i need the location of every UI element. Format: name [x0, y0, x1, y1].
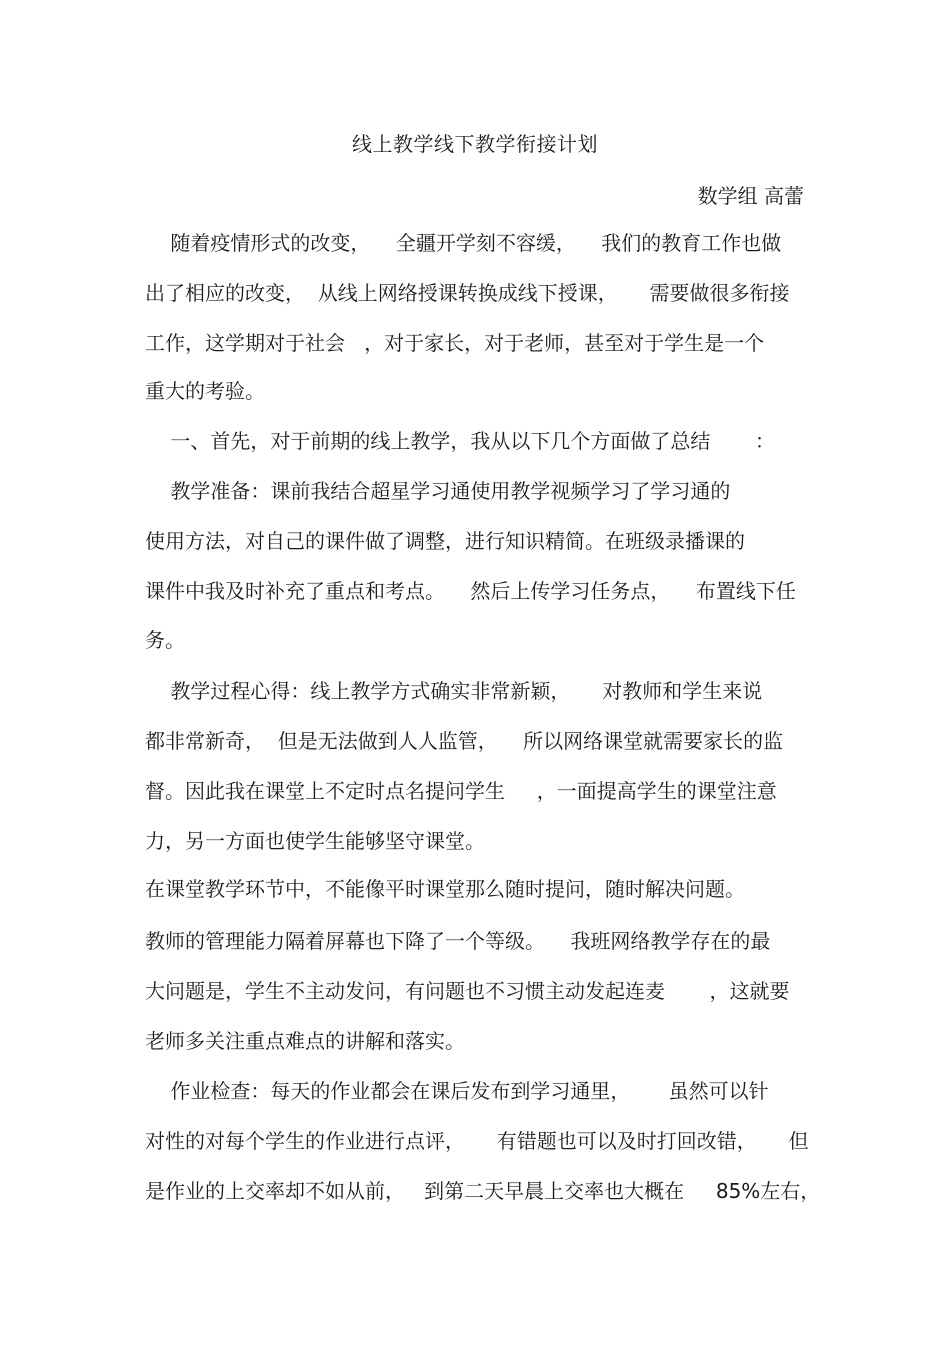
paragraph-line: 作业检查：每天的作业都会在课后发布到学习通里， 虽然可以针	[145, 1079, 769, 1103]
paragraph-line: 使用方法，对自己的课件做了调整，进行知识精简。在班级录播课的	[145, 529, 745, 553]
paragraph-line: 大问题是，学生不主动发问，有问题也不习惯主动发起连麦 ，这就要	[145, 979, 790, 1003]
paragraph-line: 教学准备：课前我结合超星学习通使用教学视频学习了学习通的	[145, 479, 731, 503]
paragraph-line: 出了相应的改变， 从线上网络授课转换成线下授课， 需要做很多衔接	[145, 281, 790, 305]
paragraph-line: 督。因此我在课堂上不定时点名提问学生 ，一面提高学生的课堂注意	[145, 779, 777, 803]
paragraph-line: 课件中我及时补充了重点和考点。 然后上传学习任务点， 布置线下任	[145, 579, 796, 603]
paragraph-line: 力，另一方面也使学生能够坚守课堂。	[145, 829, 485, 853]
paragraph-line: 在课堂教学环节中，不能像平时课堂那么随时提问，随时解决问题。	[145, 877, 745, 901]
paragraph-line: 都非常新奇， 但是无法做到人人监管， 所以网络课堂就需要家长的监	[145, 729, 784, 753]
paragraph-line: 对性的对每个学生的作业进行点评， 有错题也可以及时打回改错， 但	[145, 1129, 809, 1153]
paragraph-line: 重大的考验。	[145, 379, 265, 403]
paragraph-line: 是作业的上交率却不如从前， 到第二天早晨上交率也大概在 85%左右，	[145, 1179, 821, 1203]
paragraph-line: 教学过程心得：线上教学方式确实非常新颖， 对教师和学生来说	[145, 679, 763, 703]
paragraph-line: 随着疫情形式的改变， 全疆开学刻不容缓， 我们的教育工作也做	[145, 231, 782, 255]
section-heading: 一、首先，对于前期的线上教学，我从以下几个方面做了总结 ：	[145, 429, 775, 453]
document-title: 线上教学线下教学衔接计划	[352, 132, 598, 156]
author-line: 数学组 高蕾	[697, 184, 804, 208]
paragraph-line: 工作，这学期对于社会 ，对于家长，对于老师，甚至对于学生是一个	[145, 331, 765, 355]
paragraph-line: 务。	[145, 628, 185, 652]
paragraph-line: 老师多关注重点难点的讲解和落实。	[145, 1029, 465, 1053]
paragraph-line: 教师的管理能力隔着屏幕也下降了一个等级。 我班网络教学存在的最	[145, 929, 771, 953]
